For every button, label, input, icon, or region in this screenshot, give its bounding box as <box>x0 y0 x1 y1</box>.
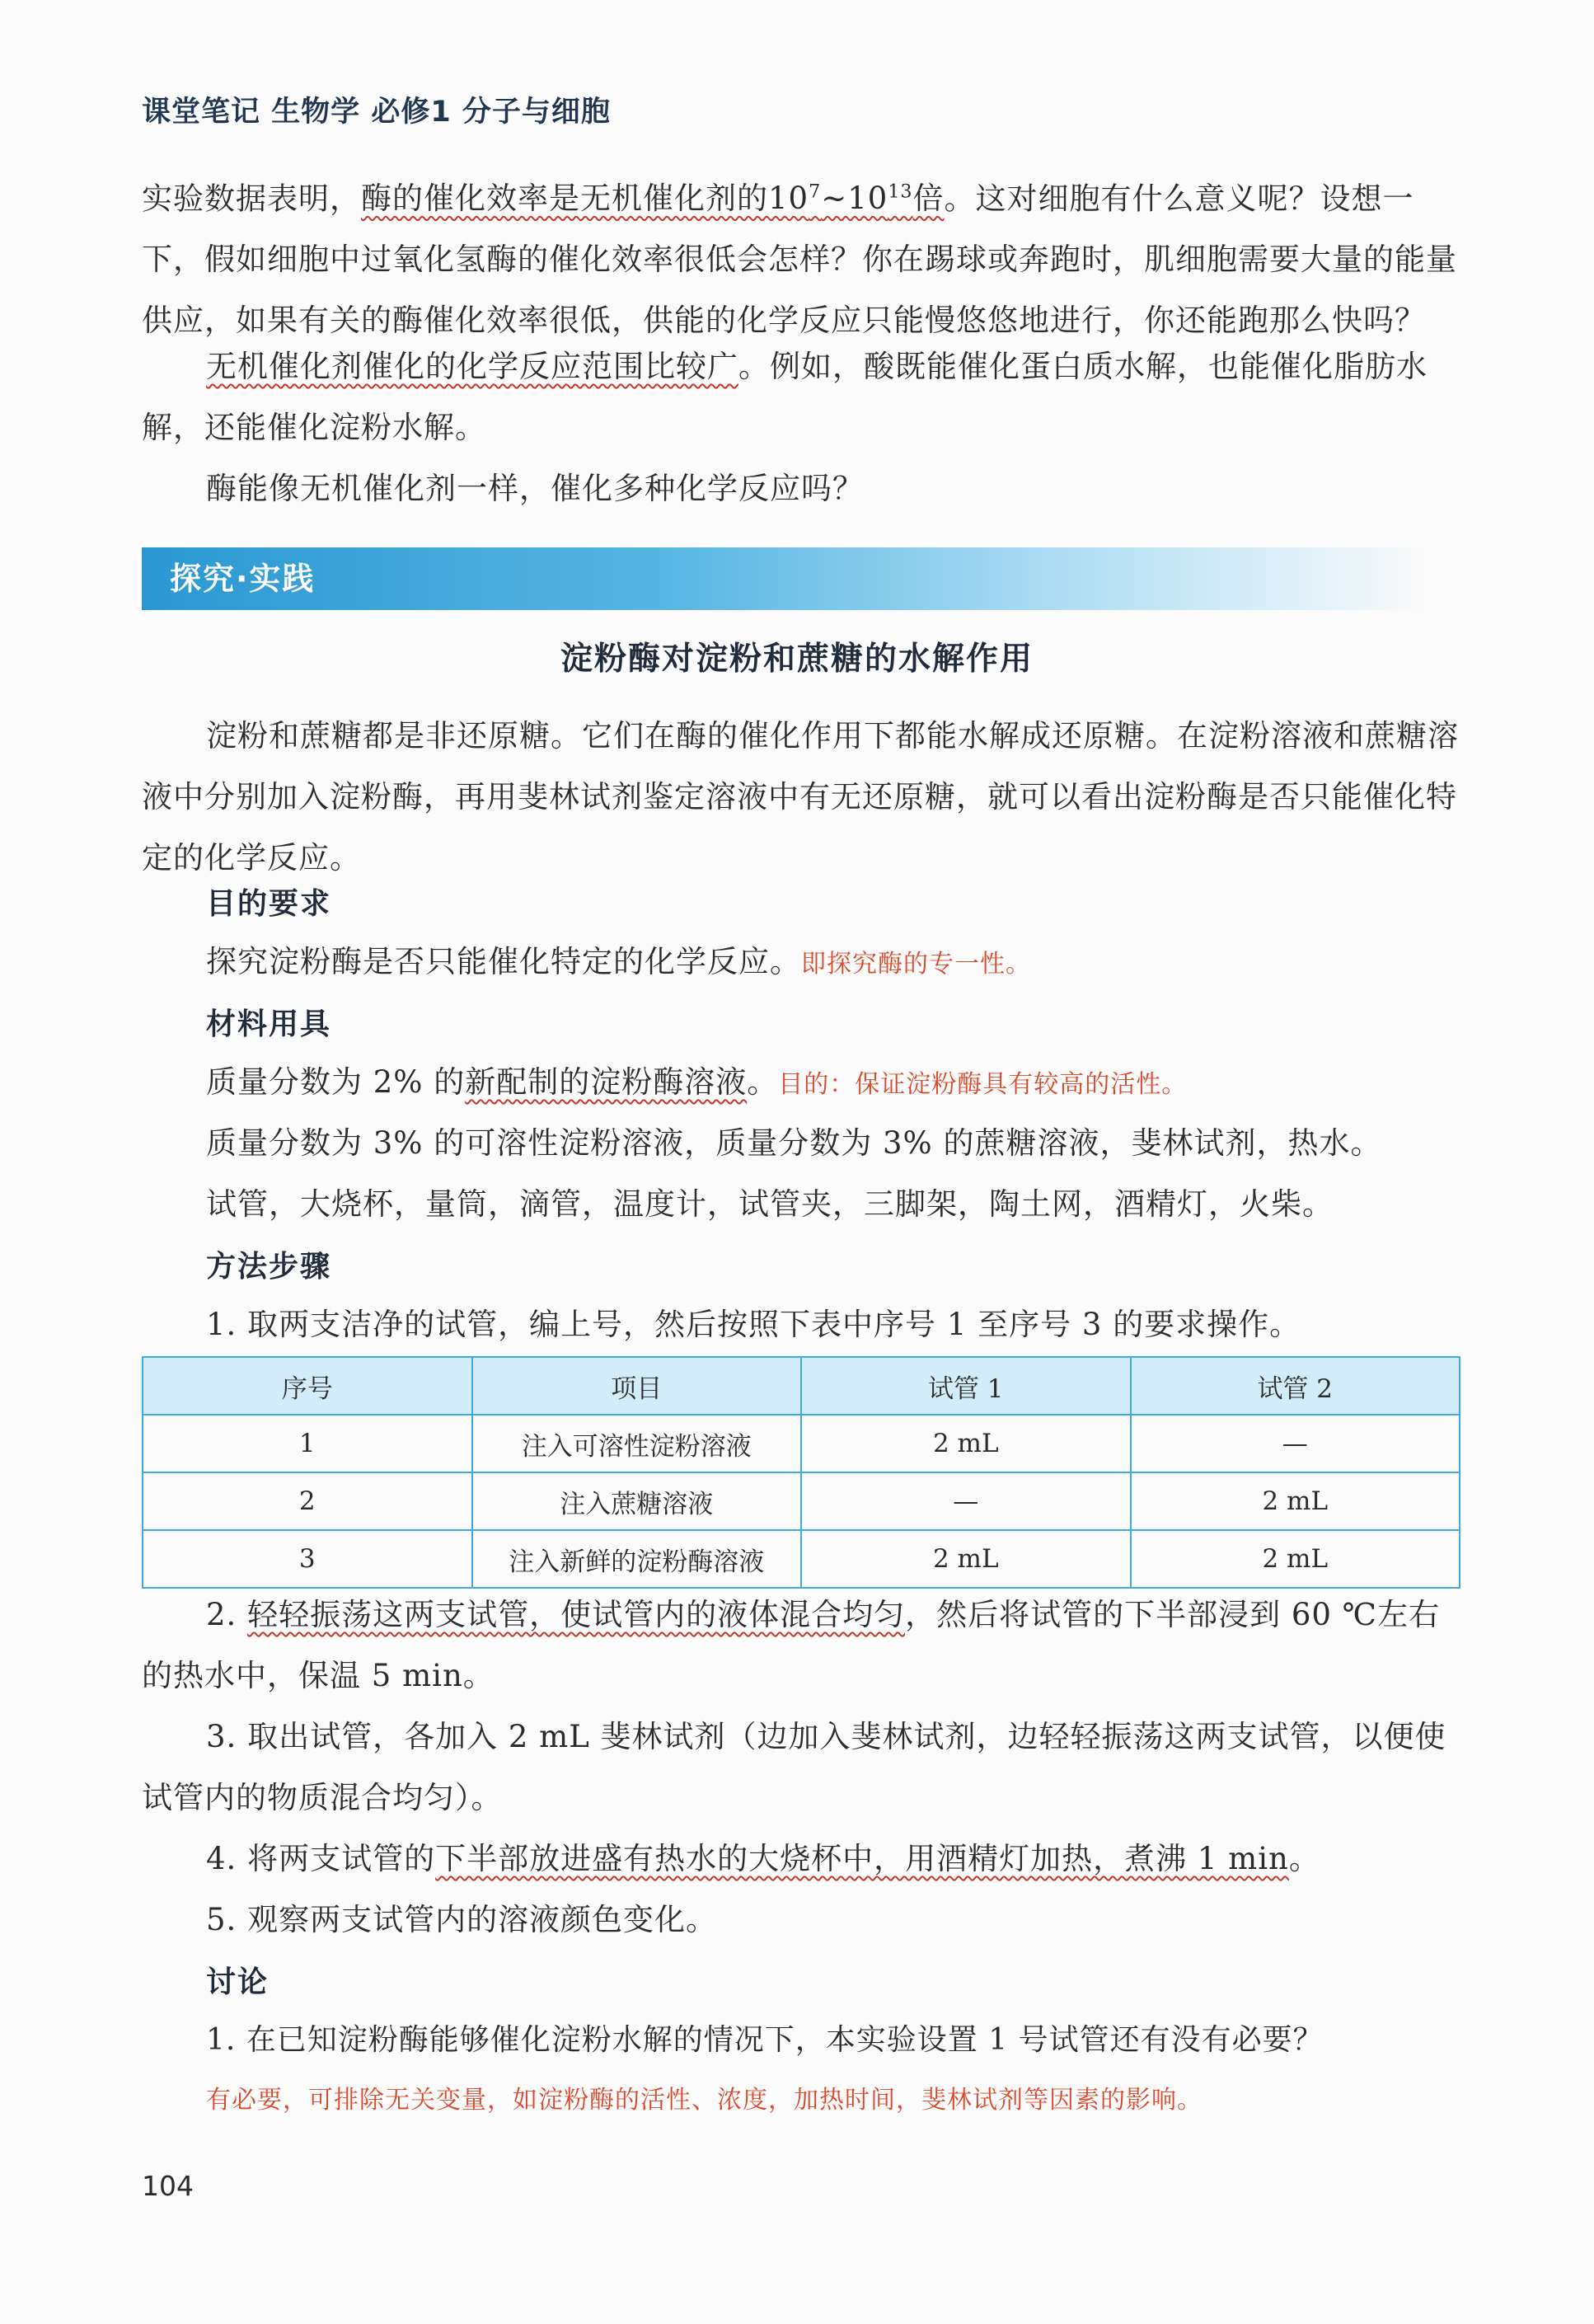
highlight-boil: 下半部放进盛有热水的大烧杯中，用酒精灯加热，煮沸 1 min <box>435 1841 1289 1876</box>
materials-line-3: 试管，大烧杯，量筒，滴管，温度计，试管夹，三脚架，陶土网，酒精灯，火柴。 <box>206 1186 1334 1222</box>
highlight-range: 无机催化剂催化的化学反应范围比较广 <box>206 349 738 384</box>
section-banner <box>142 547 1428 610</box>
purpose-note: 即探究酶的专一性。 <box>801 950 1031 979</box>
highlight-fresh-amylase: 新配制的淀粉酶溶液 <box>465 1064 748 1100</box>
materials-heading: 材料用具 <box>206 1007 332 1041</box>
table-cell: 2 mL <box>1131 1530 1460 1588</box>
table-row <box>143 1472 1460 1530</box>
intro-paragraph-1: 实验数据表明，酶的催化效率是无机催化剂的$10^7\sim 10^{13}$倍。这对细胞有什么意义呢？设想一下，假如细胞中过氧化氢酶的催化效率很低会怎样？你在踢球或奔跑时，肌细胞需要大量的能量供应，如果有关的酶催化效率很低，供能的化学反应只能慢悠悠地进行，你还能跑那么快吗？ <box>142 181 1457 339</box>
table-cell: 2 mL <box>801 1530 1131 1588</box>
page-number: 104 <box>142 2170 194 2202</box>
table-header-row <box>143 1357 1460 1415</box>
materials-note: 目的：保证淀粉酶具有较高的活性。 <box>778 1070 1188 1099</box>
method-step-5: 5. 观察两支试管内的溶液颜色变化。 <box>206 1902 718 1937</box>
table-header-cell: 序号 <box>143 1357 472 1415</box>
section-banner-label: 探究·实践 <box>170 561 316 597</box>
table-header-cell: 项目 <box>472 1357 802 1415</box>
table-row <box>143 1415 1460 1472</box>
table-cell: — <box>1131 1415 1460 1472</box>
table-cell: 注入可溶性淀粉溶液 <box>472 1415 802 1472</box>
discussion-heading: 讨论 <box>206 1965 270 1999</box>
table-header-cell: 试管 1 <box>801 1357 1131 1415</box>
table-cell: 2 <box>143 1472 472 1530</box>
table-row <box>143 1530 1460 1588</box>
running-header: 课堂笔记 生物学 必修1 分子与细胞 <box>142 96 611 129</box>
intro-question: 酶能像无机催化剂一样，催化多种化学反应吗？ <box>206 471 864 506</box>
method-step-1: 1. 取两支洁净的试管，编上号，然后按照下表中序号 1 至序号 3 的要求操作。 <box>206 1307 1301 1342</box>
experiment-title: 淀粉酶对淀粉和蔗糖的水解作用 <box>560 641 1034 678</box>
discussion-answer-1: 有必要，可排除无关变量，如淀粉酶的活性、浓度，加热时间，斐林试剂等因素的影响。 <box>206 2086 1203 2115</box>
highlight-efficiency: 酶的催化效率是无机催化剂的$10^7\sim 10^{13}$倍 <box>361 181 945 217</box>
experiment-intro: 淀粉和蔗糖都是非还原糖。它们在酶的催化作用下都能水解成还原糖。在淀粉溶液和蔗糖溶液中分别加入淀粉酶，再用斐林试剂鉴定溶液中有无还原糖，就可以看出淀粉酶是否只能催化特定的化学反应。 <box>142 718 1459 876</box>
table-cell: 注入蔗糖溶液 <box>472 1472 802 1530</box>
table-cell: 1 <box>143 1415 472 1472</box>
materials-line-2: 质量分数为 3% 的可溶性淀粉溶液，质量分数为 3% 的蔗糖溶液，斐林试剂，热水。 <box>206 1125 1382 1161</box>
table-cell: — <box>801 1472 1131 1530</box>
purpose-heading: 目的要求 <box>206 887 332 921</box>
purpose-text: 探究淀粉酶是否只能催化特定的化学反应。即探究酶的专一性。 <box>206 944 1031 979</box>
table-cell: 2 mL <box>1131 1472 1460 1530</box>
method-step-3: 3. 取出试管，各加入 2 mL 斐林试剂（边加入斐林试剂，边轻轻振荡这两支试管，以便使试管内的物质混合均匀）。 <box>142 1719 1446 1815</box>
table-cell: 3 <box>143 1530 472 1588</box>
method-step-4: 4. 将两支试管的下半部放进盛有热水的大烧杯中，用酒精灯加热，煮沸 1 min。 <box>206 1841 1320 1876</box>
method-step-2: 2. 轻轻振荡这两支试管，使试管内的液体混合均匀，然后将试管的下半部浸到 60 ℃左右的热水中，保温 5 min。 <box>142 1597 1441 1693</box>
table-cell: 注入新鲜的淀粉酶溶液 <box>472 1530 802 1588</box>
table-cell: 2 mL <box>801 1415 1131 1472</box>
table-header-cell: 试管 2 <box>1131 1357 1460 1415</box>
highlight-shake: 轻轻振荡这两支试管，使试管内的液体混合均匀 <box>247 1597 906 1632</box>
materials-line-1: 质量分数为 2% 的新配制的淀粉酶溶液。目的：保证淀粉酶具有较高的活性。 <box>206 1064 1188 1100</box>
discussion-question-1: 1. 在已知淀粉酶能够催化淀粉水解的情况下，本实验设置 1 号试管还有没有必要？ <box>206 2023 1324 2057</box>
method-heading: 方法步骤 <box>206 1250 332 1284</box>
intro-paragraph-2: 无机催化剂催化的化学反应范围比较广。例如，酸既能催化蛋白质水解，也能催化脂肪水解，还能催化淀粉水解。 <box>142 349 1428 445</box>
procedure-table <box>142 1356 1460 1589</box>
